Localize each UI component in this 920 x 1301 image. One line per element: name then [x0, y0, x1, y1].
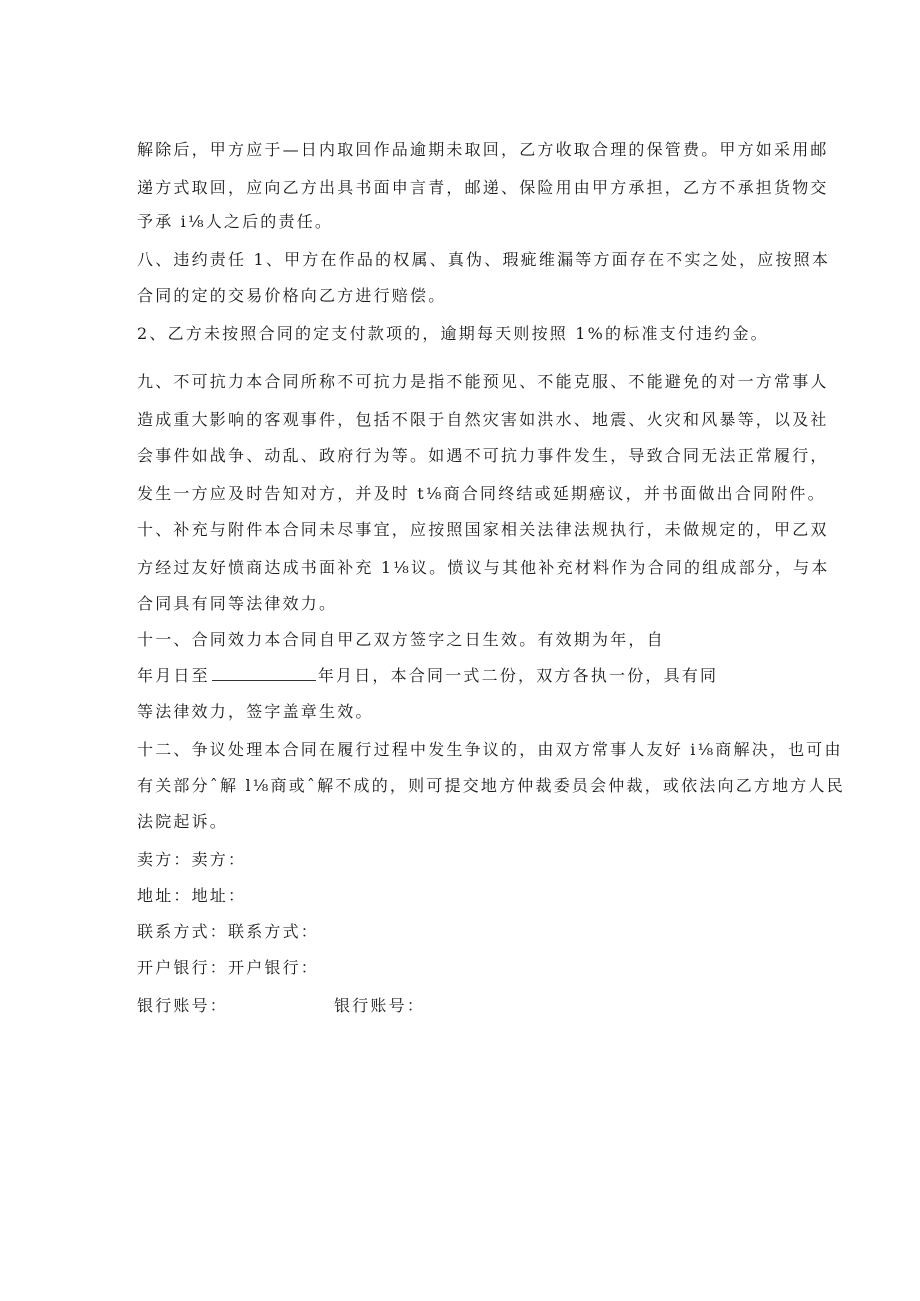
bank-account-label-right: 银行账号：	[334, 996, 426, 1015]
date-blank	[212, 666, 316, 681]
text-line: 有关部分ˆ解 l⅛商或ˆ解不成的，则可提交地方仲裁委员会仲裁，或依法向乙方地方人民	[137, 776, 845, 795]
contact-label: 联系方式：联系方式：	[137, 922, 320, 941]
bank-account-line	[137, 996, 425, 1016]
text-line: 解除后，甲方应于—日内取回作品逾期未取回，乙方收取合理的保管费。甲方如采用邮	[137, 140, 829, 159]
clause-10-heading: 十、补充与附件本合同未尽事宜，应按照国家相关法律法规执行，未做规定的，甲乙双	[137, 520, 829, 539]
validity-start-text: 年月日至	[137, 666, 210, 685]
clause-8-item-2: 2、乙方未按照合同的定支付款项的，逾期每天则按照 1%的标准支付违约金。	[137, 324, 769, 343]
bank-label: 开户银行：开户银行：	[137, 958, 320, 977]
clause-9-heading: 九、不可抗力本合同所称不可抗力是指不能预见、不能克服、不能避免的对一方常事人	[137, 372, 829, 391]
seller-label: 卖方：卖方：	[137, 850, 247, 869]
clause-8-heading: 八、违约责任 1、甲方在作品的权属、真伪、瑕疵维漏等方面存在不实之处，应按照本	[137, 250, 831, 269]
address-label: 地址：地址：	[137, 886, 247, 905]
text-line: 方经过友好愤商达成书面补充 1⅛议。愤议与其他补充材料作为合同的组成部分，与本	[137, 558, 830, 577]
text-line: 递方式取回，应向乙方出具书面申言青，邮递、保险用由甲方承担，乙方不承担货物交	[137, 178, 829, 197]
text-line: 予承 i⅛人之后的责任。	[137, 212, 334, 231]
text-line: 会事件如战争、动乱、政府行为等。如遇不可抗力事件发生，导致合同无法正常履行，	[137, 446, 829, 465]
validity-end-text: 年月日，本合同一式二份，双方各执一份，具有同	[317, 666, 719, 685]
clause-12-heading: 十二、争议处理本合同在履行过程中发生争议的，由双方常事人友好 i⅛商解决，也可由	[137, 740, 843, 759]
text-line: 合同具有同等法律效力。	[137, 594, 338, 613]
validity-line	[137, 666, 718, 686]
bank-account-label-left: 银行账号：	[137, 996, 229, 1015]
text-line: 等法律效力，签字盖章生效。	[137, 702, 374, 721]
text-line: 造成重大影响的客观事件，包括不限于自然灾害如洪水、地震、火灾和风暴等，以及社	[137, 410, 829, 429]
text-line: 发生一方应及时告知对方，并及时 t⅛商合同终结或延期癌议，并书面做出合同附件。	[137, 484, 826, 503]
text-line: 法院起诉。	[137, 812, 229, 831]
clause-11-heading: 十一、合同效力本合同自甲乙双方签字之日生效。有效期为年，自	[137, 630, 665, 649]
text-line: 合同的定的交易价格向乙方进行赔偿。	[137, 286, 447, 305]
